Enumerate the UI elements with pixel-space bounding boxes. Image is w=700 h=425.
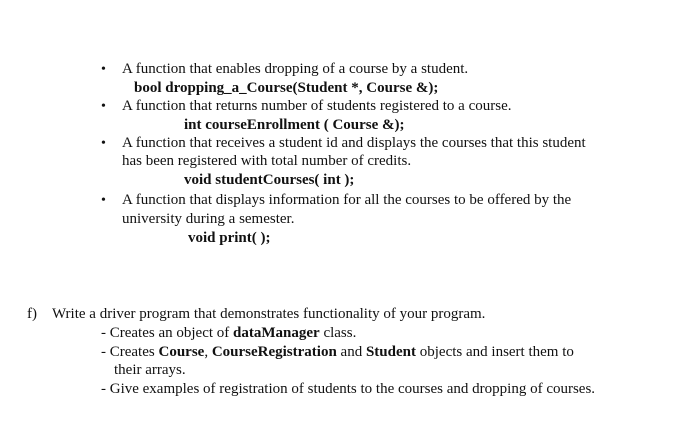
bullet-marker: • (101, 136, 106, 151)
driver-item-cont: their arrays. (114, 362, 186, 378)
function-description: A function that receives a student id and displays the courses that this student (122, 135, 586, 151)
driver-item-text: class. (319, 325, 357, 341)
function-signature: int courseEnrollment ( Course &); (184, 117, 405, 133)
section-f-heading: Write a driver program that demonstrates functionality of your program. (52, 306, 486, 322)
driver-item (101, 343, 574, 361)
section-f-marker: f) (27, 306, 37, 322)
bullet-marker: • (101, 193, 106, 208)
class-name: Student (365, 344, 416, 360)
function-description: A function that displays information for all the courses to be offered by the (122, 192, 572, 208)
function-description-cont: has been registered with total number of credits. (122, 153, 412, 169)
driver-item-text: - Creates an object of (101, 325, 234, 341)
function-description-cont: university during a semester. (122, 211, 295, 227)
function-description: A function that enables dropping of a course by a student. (122, 61, 469, 77)
function-signature: void print( ); (188, 230, 271, 246)
class-name: CourseRegistration (211, 344, 337, 360)
driver-item (101, 324, 356, 342)
class-name: Course (158, 344, 205, 360)
bullet-marker: • (101, 62, 106, 77)
function-signature: void studentCourses( int ); (184, 172, 355, 188)
driver-item: - Give examples of registration of students to the courses and dropping of courses. (101, 381, 596, 397)
bullet-marker: • (101, 99, 106, 114)
function-description: A function that returns number of students registered to a course. (122, 98, 512, 114)
driver-item-text: , (204, 344, 212, 360)
function-signature: bool dropping_a_Course(Student *, Course &); (134, 80, 439, 96)
driver-item-text: - Creates (101, 344, 159, 360)
driver-item-text: and (336, 344, 366, 360)
driver-item-text: objects and insert them to (416, 344, 574, 360)
class-name: dataManager (233, 325, 320, 341)
